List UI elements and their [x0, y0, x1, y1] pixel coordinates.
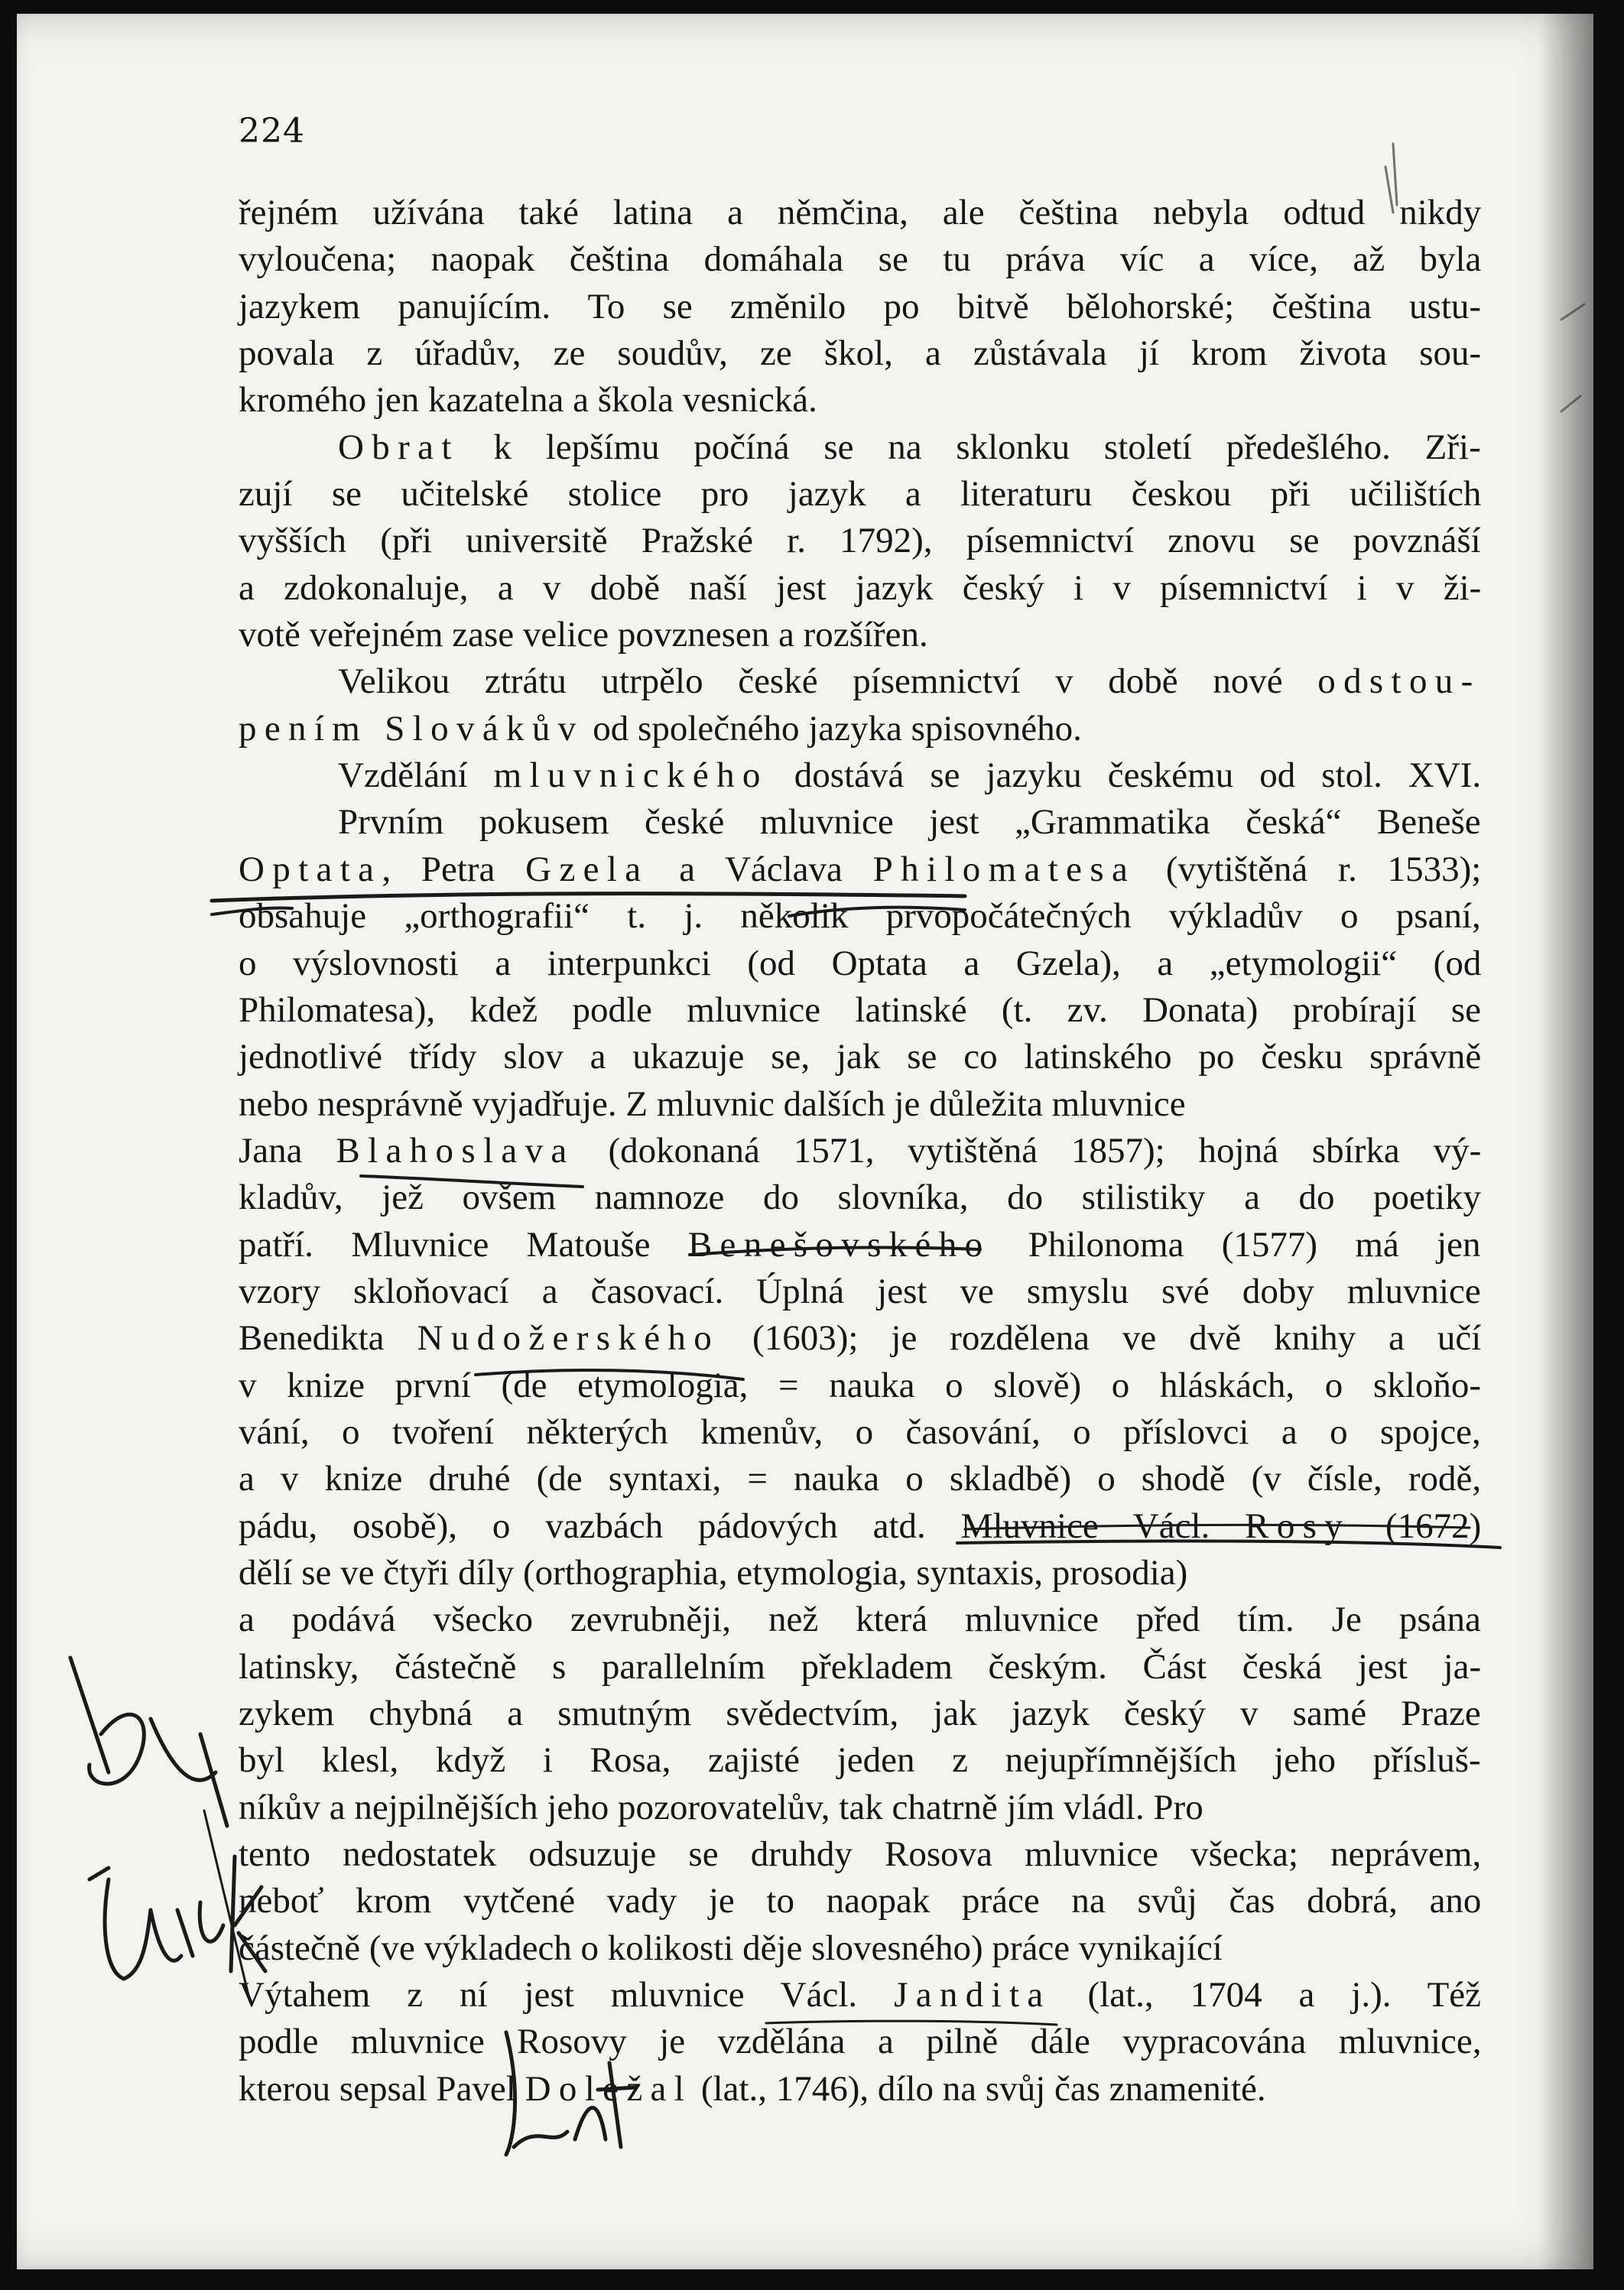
text-run: a Václava [648, 849, 873, 889]
text-run: jazykem panujícím. To se změnilo po bitvě bělohorské; čeština ustu- [239, 286, 1482, 326]
text-line [239, 893, 1481, 940]
spaced-name: Gzela [525, 849, 649, 889]
text-run: Benedikta [239, 1318, 417, 1359]
spaced-name: mluvnického [493, 755, 768, 796]
text-run: kromého jen kazatelna a škola vesnická. [239, 380, 817, 421]
text-line [239, 987, 1481, 1034]
text-run: nebo nesprávně vyjadřuje. Z mluvnic dalších je důležita mluvnice [239, 1083, 1186, 1124]
text-run: vyloučena; naopak čeština domáhala se tu práva víc a více, až byla [239, 239, 1482, 280]
text-run: pádu, osobě), o vazbách pádových atd. Mluvnice Václ. [239, 1506, 1246, 1546]
text-line [239, 612, 1481, 658]
text-line [239, 658, 1481, 705]
text-run: zykem chybná a smutným svědectvím, jak jazyk český v samé Praze [239, 1694, 1481, 1733]
text-run: vzory skloňovací a časovací. Úplná jest ve smyslu své doby mluvnice [239, 1271, 1481, 1311]
text-run: řejném užívána také latina a němčina, ale čeština nebyla odtud nikdy [239, 193, 1482, 232]
text-run: Jana [239, 1130, 336, 1171]
text-run: (lat., 1704 a j.). Též [1051, 1975, 1482, 2016]
text-run: zují se učitelské stolice pro jazyk a literaturu českou při učilištích [239, 474, 1482, 515]
text-line [239, 424, 1481, 471]
spaced-name: Doležal [525, 2068, 693, 2109]
text-line [239, 706, 1481, 752]
text-line [239, 1785, 1481, 1831]
text-run: Výtahem z ní jest mluvnice Václ. [239, 1975, 895, 2016]
text-line [239, 1737, 1481, 1784]
text-line [239, 1034, 1481, 1080]
text-run: Philonoma (1577) má jen [990, 1224, 1481, 1265]
spaced-name: Optata [239, 849, 382, 889]
text-run: částečně (ve výkladech o kolikosti děje slovesného) práce vynikající [239, 1928, 1223, 1968]
text-line [239, 1503, 1481, 1550]
text-line [239, 940, 1481, 987]
text-line [239, 1972, 1481, 2019]
spaced-name: Obrat [338, 427, 460, 467]
text-line [239, 752, 1481, 799]
spaced-name: Philomatesa [872, 849, 1136, 889]
spaced-name: odstou- [1317, 661, 1481, 702]
text-line [239, 1174, 1481, 1221]
text-run: vání, o tvoření některých kmenův, o časování, o příslovci a o spojce, [239, 1411, 1481, 1452]
text-line [239, 1409, 1481, 1456]
text-run: kterou sepsal Pavel [239, 2068, 525, 2109]
page-number: 224 [239, 112, 305, 151]
text-run: dělí se ve čtyři díly (orthographia, etymologia, syntaxis, prosodia) [239, 1552, 1188, 1593]
text-line [239, 1644, 1481, 1691]
text-line [239, 1925, 1481, 1972]
text-run: a v knize druhé (de syntaxi, = nauka o skladbě) o shodě (v čísle, rodě, [239, 1459, 1482, 1499]
text-run: jednotlivé třídy slov a ukazuje se, jak se co latinského po česku správně [239, 1037, 1482, 1077]
text-line [239, 284, 1481, 330]
text-run: a podává všecko zevrubněji, než která mluvnice před tím. Je psána [239, 1600, 1481, 1640]
text-run: , Petra [382, 849, 526, 889]
text-run: Vzdělání [338, 755, 494, 796]
text-run: od společného jazyka spisovného. [583, 708, 1082, 749]
spaced-name: Rosy [1245, 1506, 1351, 1546]
text-line [239, 565, 1481, 612]
text-run: o výslovnosti a interpunkci (od Optata a Gzela), a „etymologii“ (od [239, 943, 1482, 983]
text-run: patří. Mluvnice Matouše [239, 1224, 688, 1265]
spaced-name: Benešovského [687, 1224, 991, 1265]
text-run: obsahuje „orthografii“ t. j. několik prvopočátečných výkladův o psaní, [239, 896, 1481, 937]
text-run: podle mluvnice Rosovy je vzdělána a pilně dále vypracována mluvnice, [239, 2022, 1482, 2062]
text-line [239, 1878, 1481, 1925]
text-line [239, 1456, 1481, 1502]
text-run: tento nedostatek odsuzuje se druhdy Rosova mluvnice všecka; neprávem, [239, 1834, 1482, 1875]
spaced-name: Jandita [894, 1975, 1051, 2016]
text-line [239, 1081, 1481, 1128]
text-run: neboť krom vytčené vady je to naopak práce na svůj čas dobrá, ano [239, 1881, 1482, 1921]
text-run: dostává se jazyku českému od stol. XVI. [768, 755, 1482, 796]
page-edge-shadow [1540, 14, 1593, 2269]
text-run: Philomatesa), kdež podle mluvnice latinské (t. zv. Donata) probírají se [239, 989, 1481, 1030]
text-line [239, 799, 1481, 846]
text-line [239, 330, 1481, 377]
spaced-name: pením Slovákův [239, 708, 584, 749]
text-run: níkův a nejpilnějších jeho pozorovatelův, tak chatrně jím vládl. Pro [239, 1787, 1203, 1827]
text-line [239, 846, 1481, 893]
text-line [239, 190, 1481, 236]
text-line [239, 1363, 1481, 1409]
text-line [239, 1597, 1481, 1643]
text-line [239, 1550, 1481, 1597]
margin-handwriting [70, 1658, 227, 1826]
text-line [239, 1691, 1481, 1737]
text-run: (1603); je rozdělena ve dvě knihy a učí [719, 1318, 1482, 1359]
text-run: (lat., 1746), dílo na svůj čas znamenité. [692, 2068, 1266, 2109]
body-text [239, 190, 1481, 2113]
text-run: v knize první (de etymologia, = nauka o slově) o hláskách, o skloňo- [239, 1365, 1481, 1405]
text-line [239, 2066, 1481, 2113]
text-line [239, 518, 1481, 564]
text-line [239, 1128, 1481, 1174]
text-run: a zdokonaluje, a v době naší jest jazyk český i v písemnictví i v ži- [239, 567, 1482, 608]
book-page [17, 14, 1593, 2269]
text-line [239, 2019, 1481, 2065]
text-line [239, 1222, 1481, 1268]
text-run: (vytištěná r. 1533); [1135, 849, 1482, 889]
text-run: byl klesl, když i Rosa, zajisté jeden z nejupřímnějších jeho přísluš- [239, 1740, 1481, 1781]
text-line [239, 1831, 1481, 1878]
text-run: latinsky, částečně s parallelním překladem českým. Část česká jest ja- [239, 1646, 1482, 1687]
text-run: (dokonaná 1571, vytištěná 1857); hojná sbírka vý- [574, 1130, 1482, 1171]
text-line [239, 377, 1481, 424]
text-run: (1672) [1350, 1506, 1482, 1546]
spaced-name: Blahoslava [336, 1130, 575, 1171]
text-run: vyšších (při universitě Pražské r. 1792), písemnictví znovu se povznáší [239, 521, 1481, 561]
text-line [239, 471, 1481, 518]
text-line [239, 236, 1481, 283]
text-run: k lepšímu počíná se na sklonku století předešlého. Zři- [459, 427, 1481, 467]
spaced-name: Nudožerského [417, 1318, 720, 1359]
text-run: povala z úřadův, ze soudův, ze škol, a zůstávala jí krom života sou- [239, 333, 1482, 374]
text-run: Velikou ztrátu utrpělo české písemnictví v době nové [338, 661, 1318, 702]
text-line [239, 1315, 1481, 1362]
text-run: Prvním pokusem české mluvnice jest „Grammatika česká“ Beneše [338, 802, 1481, 843]
text-run: votě veřejném zase velice povznesen a rozšířen. [239, 615, 928, 655]
text-run: kladův, jež ovšem namnoze do slovníka, do stilistiky a do poetiky [239, 1177, 1482, 1218]
text-line [239, 1268, 1481, 1315]
